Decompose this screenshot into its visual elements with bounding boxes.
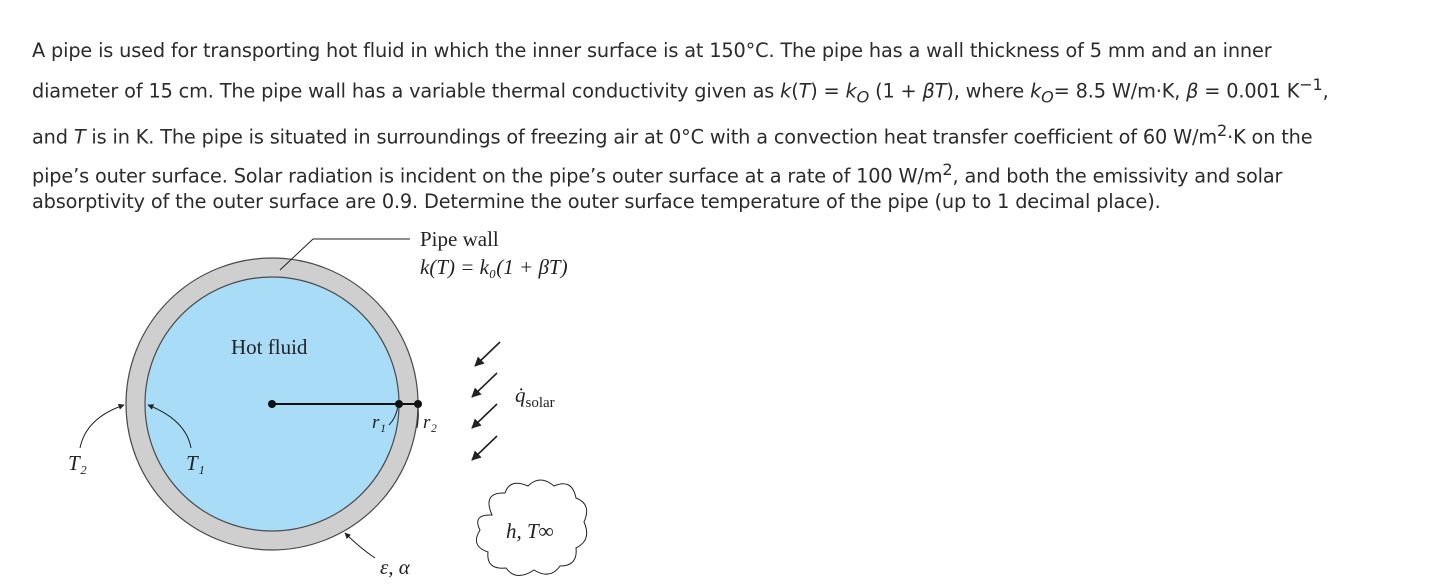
hot-fluid-label: Hot fluid (231, 335, 308, 359)
problem-line-4 (32, 155, 1442, 191)
problem-text: = 0.001 K (1198, 79, 1300, 103)
t1-label: T₁ (186, 451, 205, 475)
solar-flux-label: $q̇_{solar}$ (515, 383, 555, 411)
problem-text: and (32, 125, 74, 149)
problem-text: is in K. The pipe is situated in surroundings of freezing air at 0°C with a convection heat transfer coefficient of 60 W/m (85, 125, 1218, 149)
problem-text: , (1322, 79, 1329, 103)
problem-text: = 8.5 W/m·K, (1053, 79, 1187, 103)
superscript-2: 2 (942, 159, 953, 179)
problem-text: ) = (810, 79, 846, 103)
symbol-k: k (780, 79, 792, 103)
conductivity-equation: k(T) = k₀(1 + βT) (420, 255, 568, 279)
subscript-0: O (1041, 87, 1054, 107)
problem-line-3 (32, 114, 1442, 154)
problem-text: , and both the emissivity and solar (952, 164, 1283, 188)
emissivity-arrow (345, 533, 375, 558)
symbol-T: T (798, 79, 811, 103)
symbol-beta: β (1186, 79, 1199, 103)
pipe-wall-label: Pipe wall (420, 227, 499, 251)
problem-text: pipe’s outer surface. Solar radiation is incident on the pipe’s outer surface at a rate of 100 W/m (32, 164, 943, 188)
convection-label: h, T∞ (506, 519, 554, 543)
problem-statement (32, 34, 1442, 215)
pipe-diagram (0, 215, 640, 586)
r1-label: r₁ (372, 412, 386, 433)
t2-arrow (80, 405, 124, 448)
superscript-2: 2 (1217, 121, 1228, 141)
center-dot (268, 400, 276, 408)
r1-dot (395, 400, 403, 408)
solar-radiation-arrows (472, 342, 500, 460)
symbol-T: T (934, 79, 947, 103)
symbol-T: T (73, 125, 86, 149)
problem-text: ), where (946, 79, 1031, 103)
emissivity-label: ε, α (380, 555, 410, 579)
superscript-neg1: −1 (1299, 75, 1323, 94)
problem-line-1: A pipe is used for transporting hot fluid in which the inner surface is at 150°C. The pipe has a wall thickness of 5 mm and an inner (32, 39, 1272, 62)
r2-label: r₂ (423, 412, 437, 433)
t2-label: T₂ (68, 451, 87, 475)
problem-text: ·K on the (1227, 125, 1313, 149)
problem-text: diameter of 15 cm. The pipe wall has a variable thermal conductivity given as (32, 79, 781, 103)
problem-line-5: absorptivity of the outer surface are 0.9. Determine the outer surface temperature of the pipe (up to 1 decimal place). (32, 190, 1161, 214)
symbol-k0: k (1030, 79, 1042, 103)
symbol-beta: β (922, 79, 935, 103)
problem-line-2: diameter of 15 cm. The pipe wall has a variable thermal conductivity given as $k(T) = k_O$ (1 + βT), where $k_O= 8.5$ W/m·K, β = 0.001 $K^{-1}$, (32, 75, 1329, 107)
symbol-k0: k (845, 79, 857, 103)
problem-text: (1 + (869, 79, 923, 103)
subscript-0: O (856, 87, 870, 107)
